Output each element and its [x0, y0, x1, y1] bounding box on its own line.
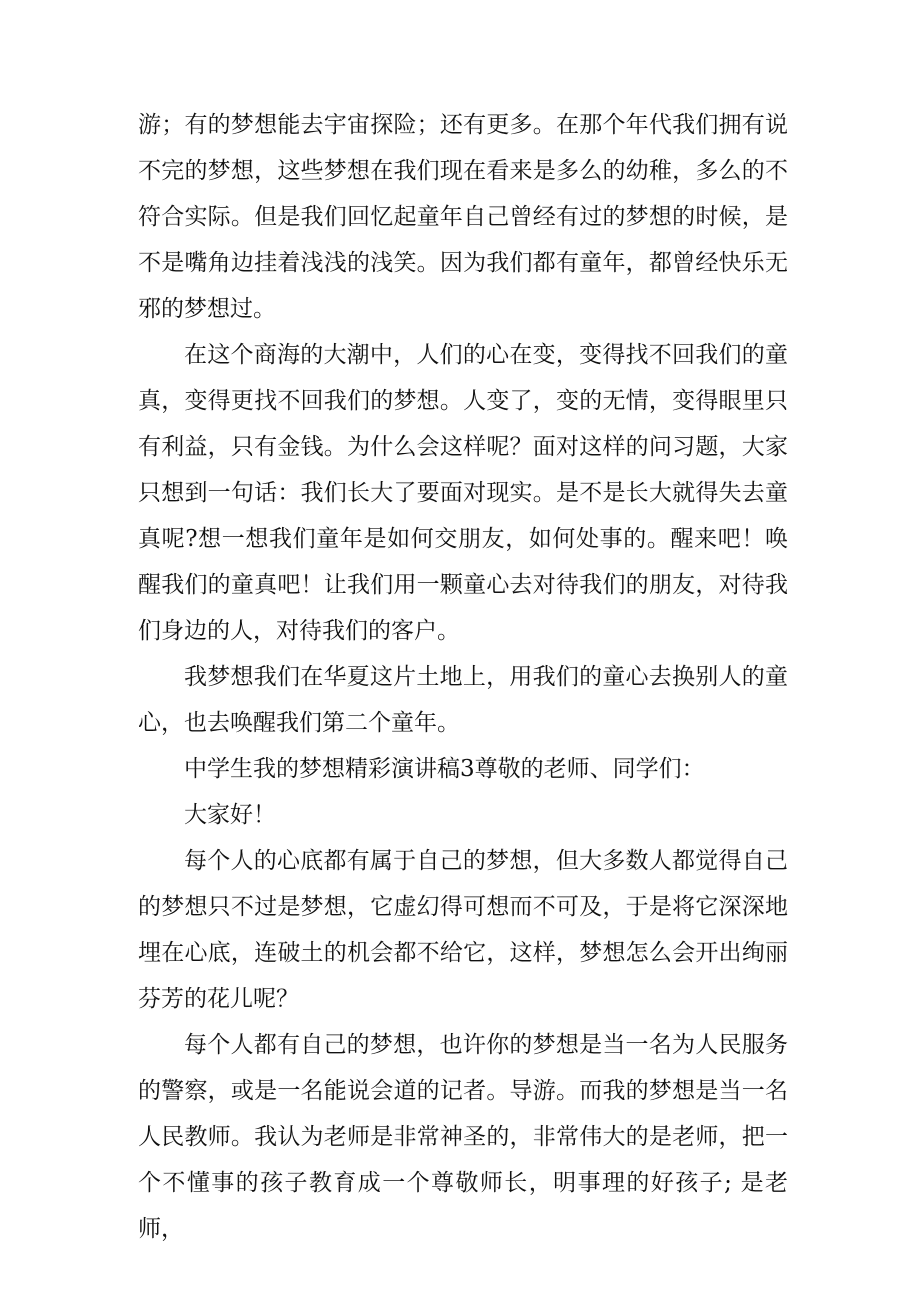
paragraph-7: 每个人都有自己的梦想，也许你的梦想是当一名为人民服务的警察，或是一名能说会道的记者。导游。而我的梦想是当一名人民教师。我认为老师是非常神圣的，非常伟大的是老师，把一个不懂事的孩子教育成一个尊敬师长，明事理的好孩子; 是老师，	[138, 1032, 788, 1242]
paragraph-6: 每个人的心底都有属于自己的梦想，但大多数人都觉得自己的梦想只不过是梦想，它虚幻得可想而不可及，于是将它深深地埋在心底，连破土的机会都不给它，这样，梦想怎么会开出绚丽芬芳的花儿呢？	[138, 848, 788, 1012]
paragraph-2: 在这个商海的大潮中，人们的心在变，变得找不回我们的童真，变得更找不回我们的梦想。人变了，变的无情，变得眼里只有利益，只有金钱。为什么会这样呢？面对这样的问习题，大家只想到一句话：我们长大了要面对现实。是不是长大就得失去童真呢?想一想我们童年是如何交朋友，如何处事的。醒来吧！唤醒我们的童真吧！让我们用一颗童心去对待我们的朋友，对待我们身边的人，对待我们的客户。	[138, 342, 788, 644]
document-body	[138, 102, 788, 1252]
speech-title: 中学生我的梦想精彩演讲稿3尊敬的老师、同学们：	[184, 756, 705, 782]
paragraph-3: 我梦想我们在华夏这片土地上，用我们的童心去换别人的童心，也去唤醒我们第二个童年。	[138, 664, 788, 736]
paragraph-1: 游；有的梦想能去宇宙探险；还有更多。在那个年代我们拥有说不完的梦想，这些梦想在我们现在看来是多么的幼稚，多么的不符合实际。但是我们回忆起童年自己曾经有过的梦想的时候，是不是嘴角边挂着浅浅的浅笑。因为我们都有童年，都曾经快乐无邪的梦想过。	[138, 112, 788, 322]
greeting: 大家好！	[184, 802, 276, 828]
